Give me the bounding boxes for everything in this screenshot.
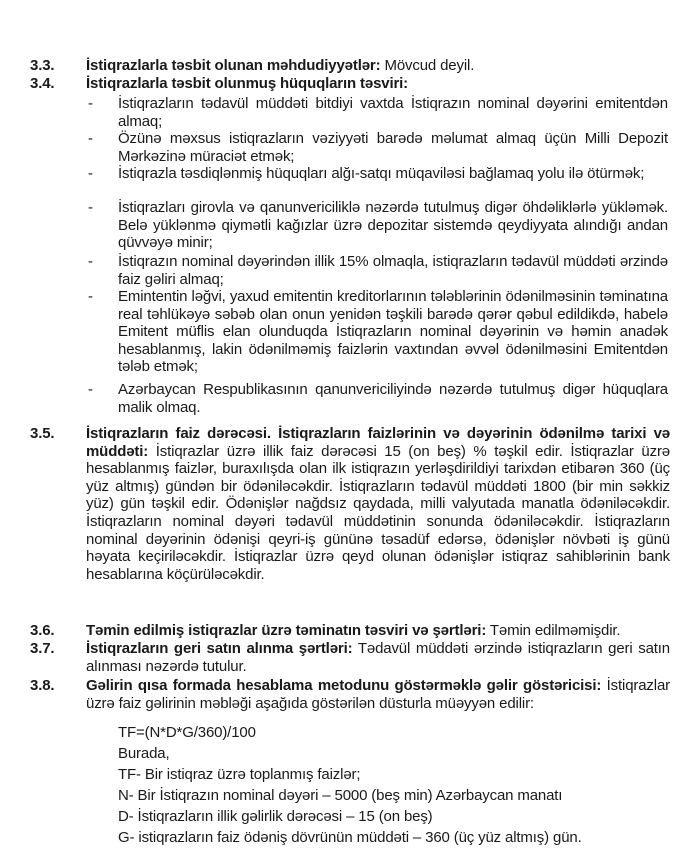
list-item: [88, 199, 668, 252]
list-item-text: Azərbaycan Respublikasının qanunvericiliyində nəzərdə tutulmuş digər hüquqlara malik olmaq.: [118, 381, 668, 416]
bullet-dash: -: [88, 288, 93, 305]
bullet-dash: -: [88, 165, 93, 182]
formula-expression: TF=(N*D*G/360)/100: [118, 724, 256, 741]
bullet-dash: -: [88, 253, 93, 270]
formula-definition: G- istiqrazların faiz ödəniş dövrünün müddəti – 360 (üç yüz altmış) gün.: [118, 829, 582, 846]
section-text: Təmin edilməmişdir.: [486, 622, 621, 639]
bullet-dash: -: [88, 381, 93, 398]
list-item: [88, 381, 668, 416]
section-text: Tədavül müddəti ərzində istiqrazların geri satın alınması nəzərdə tutulur.: [86, 640, 670, 675]
section-heading: İstiqrazlarla təsbit olunmuş hüquqların təsviri:: [86, 75, 409, 92]
formula-definition: TF- Bir istiqraz üzrə toplanmış faizlər;: [118, 766, 361, 783]
section-3-6: [30, 622, 670, 640]
section-text: İstiqrazlar üzrə faiz gəlirinin məbləği aşağıda göstərilən düsturla müəyyən edilir:: [86, 677, 670, 712]
list-item: [88, 165, 668, 183]
section-heading: İstiqrazların geri satın alınma şərtləri:: [86, 640, 353, 657]
section-3-8: [30, 677, 670, 712]
list-item: [88, 95, 668, 130]
section-heading: İstiqrazlarla təsbit olunan məhdudiyyətlər:: [86, 57, 381, 74]
list-item-text: İstiqrazları girovla və qanunvericiliklə nəzərdə tutulmuş digər öhdəliklərlə yükləmək. Belə yüklənmə qiymətli kağızlar üzrə depozitar sistemdə qeydiyyata alındığı andan qüvvəyə minir;: [118, 199, 668, 252]
section-number: 3.6.: [30, 622, 55, 639]
formula-block: [118, 722, 678, 848]
section-3-3: [30, 57, 670, 75]
section-text: İstiqrazlar üzrə illik faiz dərəcəsi 15 (on beş) % təşkil edir. İstiqrazlar üzrə hesablanmış faizlər, buraxılışda olan ilk istiqrazın yerləşdirildiyi tarixdən etibarən 360 (üç yüz altmış) gündən bir ödəniləcəkdir. İstiqrazların tədavül müddəti 1800 (bir min səkkiz yüz) gün təşkil edir. Ödənişlər nağdsız qaydada, milli valyutada manatla ödəniləcəkdir. İstiqrazların nominal dəyəri tədavül müddətinin sonunda ödəniləcəkdir. İstiqrazların nominal dəyərinin ödənişi qeyri-iş gününə təsadüf edərsə, ödənişlər növbəti iş günü həyata keçiriləcəkdir. İstiqrazlar üzrə qeyd olunan ödənişlər istiqraz sahiblərinin bank hesablarına köçürüləcəkdir.: [86, 442, 670, 583]
section-number: 3.5.: [30, 425, 55, 442]
bullet-dash: -: [88, 199, 93, 216]
bullet-dash: -: [88, 95, 93, 112]
section-number: 3.3.: [30, 57, 55, 74]
section-text: Mövcud deyil.: [380, 57, 475, 74]
section-number: 3.7.: [30, 640, 55, 657]
section-3-4: [30, 75, 670, 93]
list-item-text: Özünə məxsus istiqrazların vəziyyəti barədə məlumat almaq üçün Milli Depozit Mərkəzinə müraciət etmək;: [118, 130, 668, 165]
list-item-text: Emintentin ləğvi, yaxud emitentin kreditorlarının tələblərinin ödənilməsinin təminatına real təhlükəyə səbəb olan onun yenidən təşkili barədə qərər qəbul edildikdə, habelə Emitent müflis elan olunduqda İstiqrazların nominal dəyərinin və həmin anadək hesablanmış, lakin ödənilməmiş faizlərin vaxtından əvvəl ödənilməsini Emitentdən tələb etmək;: [118, 288, 668, 376]
list-item-text: İstiqrazla təsdiqlənmiş hüquqları alğı-satqı müqaviləsi bağlamaq yolu ilə ötürmək;: [118, 165, 645, 182]
formula-definition: D- İstiqrazların illik gəlirlik dərəcəsi – 15 (on beş): [118, 808, 433, 825]
section-heading: Təmin edilmiş istiqrazlar üzrə təminatın təsviri və şərtləri:: [86, 622, 487, 639]
list-item: [88, 130, 668, 165]
list-item-text: İstiqrazların tədavül müddəti bitdiyi vaxtda İstiqrazın nominal dəyərini emitentdən almaq;: [118, 95, 668, 130]
list-item: [88, 253, 668, 288]
section-heading: İstiqrazların faiz dərəcəsi. İstiqrazların faizlərinin və dəyərinin ödənilmə tarixi və müddəti:: [86, 425, 670, 460]
section-3-5: [30, 425, 670, 583]
list-item-text: İstiqrazın nominal dəyərindən illik 15% olmaqla, istiqrazların tədavül müddəti ərzində faiz gəliri almaq;: [118, 253, 668, 288]
formula-intro: Burada,: [118, 745, 170, 762]
section-3-7: [30, 640, 670, 675]
formula-definition: N- Bir İstiqrazın nominal dəyəri – 5000 (beş min) Azərbaycan manatı: [118, 787, 563, 804]
section-number: 3.8.: [30, 677, 55, 694]
section-heading: Gəlirin qısa formada hesablama metodunu göstərməklə gəlir göstəricisi:: [86, 677, 602, 694]
list-item: [88, 288, 668, 376]
bullet-dash: -: [88, 130, 93, 147]
section-number: 3.4.: [30, 75, 55, 92]
